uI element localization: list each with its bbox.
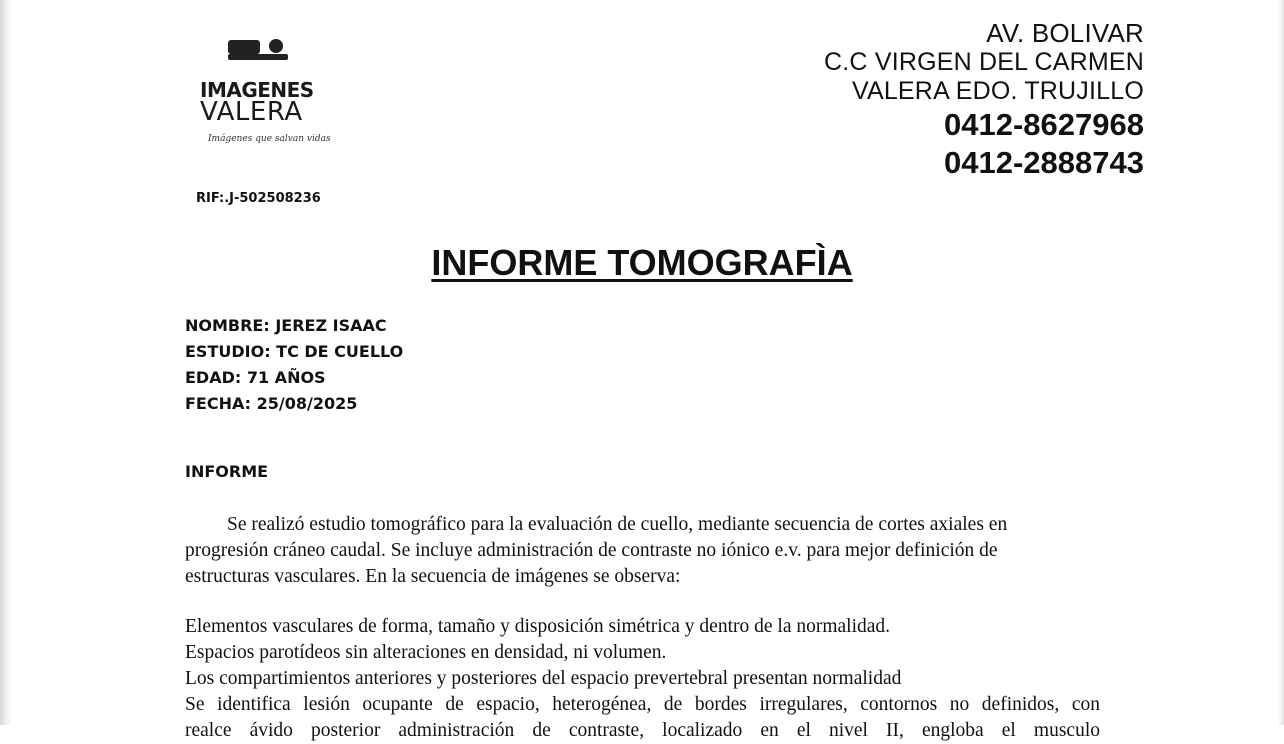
finding-3: Los compartimientos anteriores y posteriores del espacio prevertebral presentan normalidad bbox=[185, 668, 902, 689]
patient-study: ESTUDIO: TC DE CUELLO bbox=[185, 342, 404, 361]
page-left-edge bbox=[0, 0, 12, 725]
finding-2: Espacios parotídeos sin alteraciones en densidad, ni volumen. bbox=[185, 642, 667, 663]
address-line3: VALERA EDO. TRUJILLO bbox=[851, 77, 1144, 105]
intro-paragraph bbox=[185, 512, 1100, 538]
section-heading: INFORME bbox=[185, 462, 269, 481]
page-right-edge bbox=[1278, 0, 1284, 725]
bed-person-icon bbox=[226, 34, 290, 66]
phone-2: 0412-2888743 bbox=[944, 145, 1144, 180]
rif-number: RIF:.J-502508236 bbox=[196, 191, 321, 206]
patient-date: FECHA: 25/08/2025 bbox=[185, 394, 358, 413]
document-title-text: INFORME TOMOGRAFÌA bbox=[431, 242, 853, 283]
report-body bbox=[185, 512, 1100, 744]
intro-line-2: progresión cráneo caudal. Se incluye administración de contraste no iónico e.v. para mejor definición de bbox=[185, 540, 998, 561]
clinic-logo bbox=[196, 30, 336, 160]
address-block bbox=[824, 18, 1144, 182]
logo-name-line2: VALERA bbox=[200, 97, 303, 127]
logo-name-line1: IMAGENES bbox=[200, 78, 314, 102]
patient-name: NOMBRE: JEREZ ISAAC bbox=[185, 316, 387, 335]
finding-5: realce ávido posterior administración de contraste, localizado en el nivel II, engloba el musculo bbox=[185, 720, 1100, 741]
address-line2: C.C VIRGEN DEL CARMEN bbox=[824, 48, 1144, 76]
patient-info bbox=[185, 313, 403, 417]
document-title bbox=[0, 242, 1284, 284]
patient-age: EDAD: 71 AÑOS bbox=[185, 368, 326, 387]
finding-4: Se identifica lesión ocupante de espacio, heterogénea, de bordes irregulares, contornos no definidos, con bbox=[185, 694, 1100, 715]
finding-1: Elementos vasculares de forma, tamaño y disposición simétrica y dentro de la normalidad. bbox=[185, 616, 891, 637]
address-line1: AV. BOLIVAR bbox=[986, 18, 1144, 48]
intro-line-3: estructuras vasculares. En la secuencia de imágenes se observa: bbox=[185, 566, 681, 587]
logo-tagline: Imágenes que salvan vidas bbox=[208, 134, 331, 144]
intro-line-1: Se realizó estudio tomográfico para la evaluación de cuello, mediante secuencia de cortes axiales en bbox=[227, 514, 1008, 535]
intro-paragraph-cont bbox=[185, 538, 1100, 590]
phone-1: 0412-8627968 bbox=[944, 107, 1144, 142]
